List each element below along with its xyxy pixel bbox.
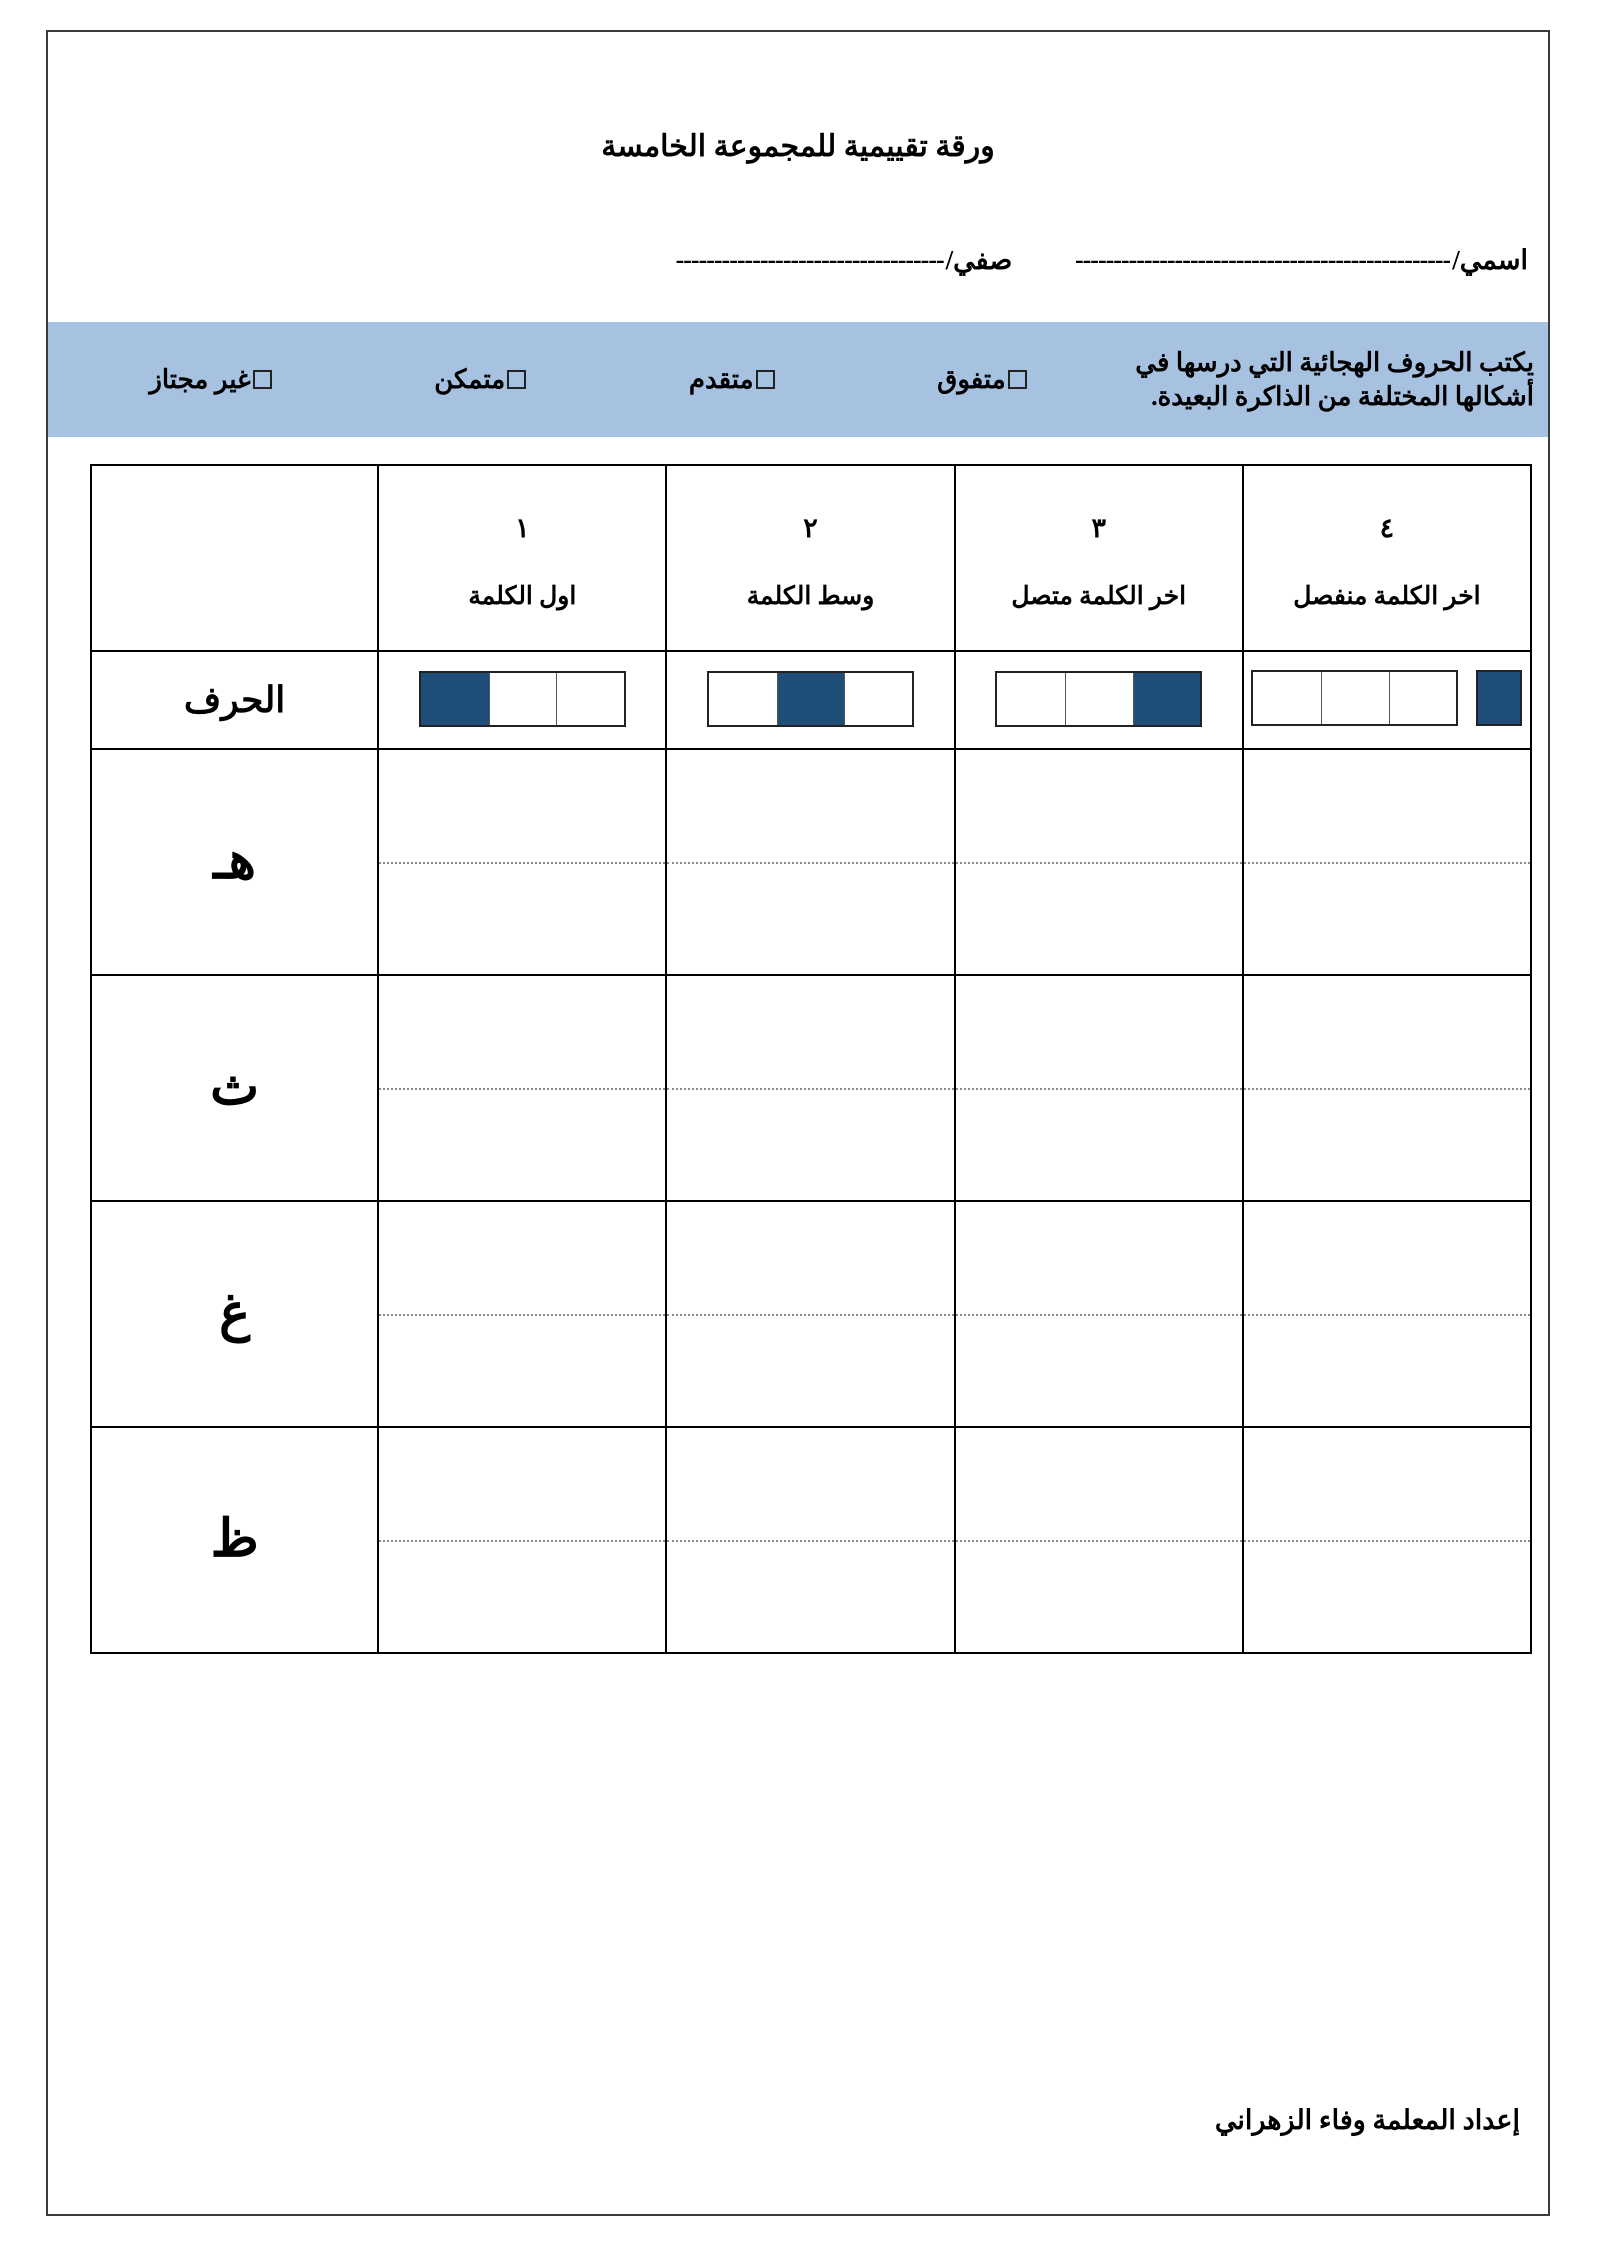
diagram-cell-initial xyxy=(378,651,666,749)
header-cell-position-3 xyxy=(955,465,1243,651)
table-row xyxy=(91,1427,1531,1653)
position-diagram-final-connected xyxy=(995,671,1202,727)
dotted-guideline xyxy=(1244,1088,1530,1090)
table-row xyxy=(91,749,1531,975)
writing-cell-final-detached[interactable] xyxy=(1243,975,1531,1201)
position-diagram-medial xyxy=(707,671,914,727)
header-cell-position-2 xyxy=(666,465,954,651)
writing-cell-final-connected[interactable] xyxy=(955,1201,1243,1427)
column-label: اخر الكلمة متصل xyxy=(1011,583,1187,610)
footer-credit: إعداد المعلمة وفاء الزهراني xyxy=(1214,2105,1520,2135)
diagram-segment xyxy=(1389,672,1457,724)
writing-cell-final-connected[interactable] xyxy=(955,975,1243,1201)
level-label: غير مجتاز xyxy=(149,364,251,394)
dotted-guideline xyxy=(379,1314,665,1316)
writing-cell-final-detached[interactable] xyxy=(1243,1201,1531,1427)
writing-cell-final-connected[interactable] xyxy=(955,749,1243,975)
objective-text: يكتب الحروف الهجائية التي درسها في أشكالها المختلفة من الذاكرة البعيدة. xyxy=(1135,347,1534,411)
column-number: ٤ xyxy=(1379,513,1395,543)
letter-positions-table xyxy=(90,464,1532,1654)
diagram-segment xyxy=(489,673,557,725)
level-label: متفوق xyxy=(937,364,1006,394)
diagram-segment xyxy=(1253,672,1321,724)
diagram-segment xyxy=(1065,673,1133,725)
student-class-blank[interactable]: ----------------------------------- xyxy=(675,245,944,274)
diagram-segment xyxy=(709,673,777,725)
letter-row-label: الحرف xyxy=(91,651,378,749)
diagram-segment xyxy=(997,673,1065,725)
dotted-guideline xyxy=(1244,1540,1530,1542)
diagram-cell-final-detached xyxy=(1243,651,1531,749)
diagram-cell-medial xyxy=(666,651,954,749)
table-row xyxy=(91,975,1531,1201)
student-name-label: اسمي/ xyxy=(1452,244,1528,275)
writing-cell-initial[interactable] xyxy=(378,1201,666,1427)
column-number: ١ xyxy=(515,513,530,543)
column-label: وسط الكلمة xyxy=(746,583,875,610)
writing-cell-final-detached[interactable] xyxy=(1243,749,1531,975)
letter-label: غ xyxy=(91,1201,378,1427)
dotted-guideline xyxy=(956,862,1242,864)
checkbox-icon[interactable] xyxy=(756,370,775,389)
dotted-guideline xyxy=(379,862,665,864)
writing-cell-medial[interactable] xyxy=(666,1427,954,1653)
performance-levels xyxy=(48,365,1108,395)
level-option-ghayr-mujtaz[interactable] xyxy=(149,365,271,395)
table-header-row xyxy=(91,465,1531,651)
column-number: ٣ xyxy=(1091,513,1106,543)
writing-cell-initial[interactable] xyxy=(378,975,666,1201)
level-label: متقدم xyxy=(688,364,754,394)
diagram-segment-filled xyxy=(777,673,845,725)
position-diagram-final-detached xyxy=(1251,670,1522,726)
column-label: اول الكلمة xyxy=(468,583,577,610)
diagram-filled-square xyxy=(1476,670,1522,726)
letter-label: ظ xyxy=(91,1427,378,1653)
dotted-guideline xyxy=(379,1540,665,1542)
dotted-guideline xyxy=(956,1088,1242,1090)
objective-band xyxy=(48,322,1548,437)
dotted-guideline xyxy=(667,862,953,864)
writing-cell-initial[interactable] xyxy=(378,749,666,975)
diagram-segment-filled xyxy=(421,673,489,725)
student-name-blank[interactable]: ------------------------------------------------- xyxy=(1074,245,1451,274)
writing-cell-medial[interactable] xyxy=(666,749,954,975)
header-cell-position-1 xyxy=(378,465,666,651)
diagram-segment xyxy=(844,673,912,725)
diagram-cell-final-connected xyxy=(955,651,1243,749)
writing-cell-final-detached[interactable] xyxy=(1243,1427,1531,1653)
table-row xyxy=(91,1201,1531,1427)
table-diagram-row xyxy=(91,651,1531,749)
dotted-guideline xyxy=(667,1088,953,1090)
dotted-guideline xyxy=(667,1314,953,1316)
diagram-segment xyxy=(1321,672,1389,724)
writing-cell-medial[interactable] xyxy=(666,975,954,1201)
letter-label: ث xyxy=(91,975,378,1201)
dotted-guideline xyxy=(956,1540,1242,1542)
diagram-segment-filled xyxy=(1133,673,1201,725)
worksheet-page xyxy=(46,30,1550,2216)
level-option-motaqaddim[interactable] xyxy=(689,365,775,395)
checkbox-icon[interactable] xyxy=(1008,370,1027,389)
position-diagram-initial xyxy=(419,671,626,727)
writing-cell-medial[interactable] xyxy=(666,1201,954,1427)
checkbox-icon[interactable] xyxy=(507,370,526,389)
column-label: اخر الكلمة منفصل xyxy=(1293,583,1481,610)
header-cell-position-4 xyxy=(1243,465,1531,651)
checkbox-icon[interactable] xyxy=(253,370,272,389)
letter-label: هـ xyxy=(91,749,378,975)
header-cell-letter-column xyxy=(91,465,378,651)
column-number: ٢ xyxy=(803,513,818,543)
diagram-word-box xyxy=(1251,670,1458,726)
writing-cell-final-connected[interactable] xyxy=(955,1427,1243,1653)
dotted-guideline xyxy=(667,1540,953,1542)
diagram-segment xyxy=(556,673,624,725)
writing-cell-initial[interactable] xyxy=(378,1427,666,1653)
dotted-guideline xyxy=(956,1314,1242,1316)
student-identity-line xyxy=(66,237,1530,283)
dotted-guideline xyxy=(379,1088,665,1090)
page-title: ورقة تقييمية للمجموعة الخامسة xyxy=(601,130,995,163)
level-option-motafawiq[interactable] xyxy=(937,365,1027,395)
level-option-motamakkin[interactable] xyxy=(434,365,526,395)
dotted-guideline xyxy=(1244,1314,1530,1316)
dotted-guideline xyxy=(1244,862,1530,864)
student-class-label: صفي/ xyxy=(945,244,1013,275)
level-label: متمكن xyxy=(434,364,506,394)
